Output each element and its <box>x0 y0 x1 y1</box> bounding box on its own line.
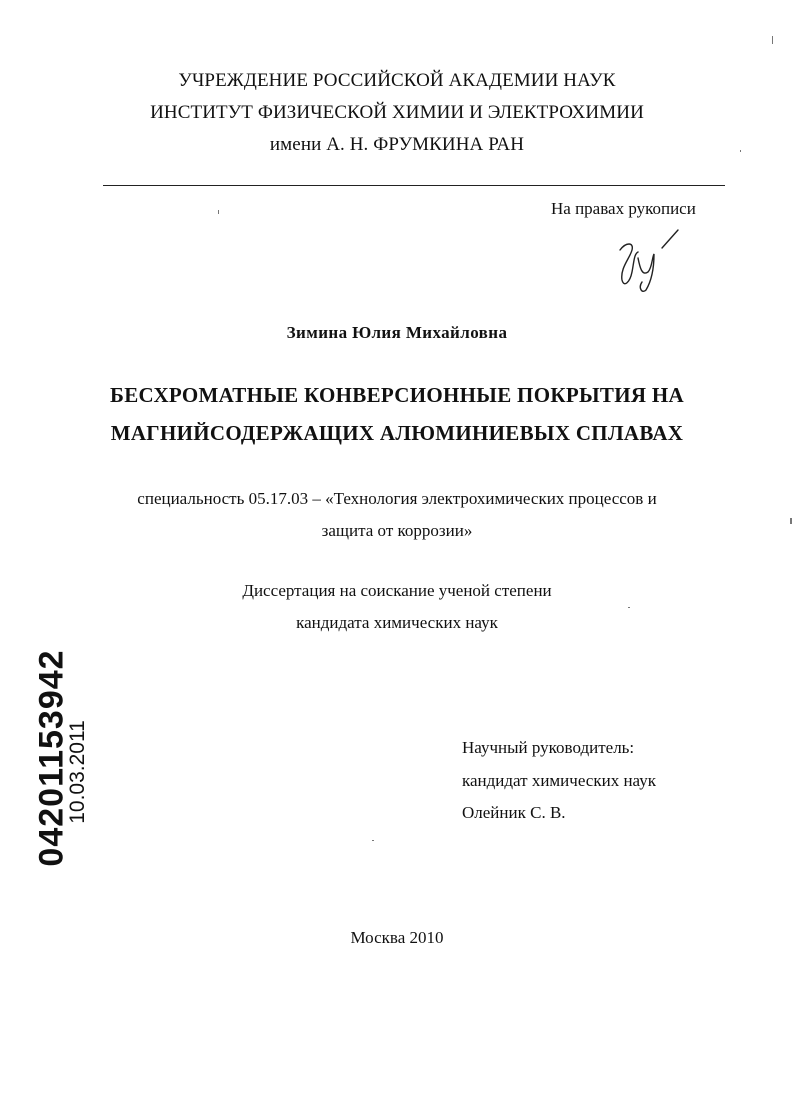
specialty-line-2: защита от коррозии» <box>321 521 473 540</box>
advisor-name: Олейник С. В. <box>462 803 566 822</box>
dissertation-line-2: кандидата химических наук <box>296 613 498 632</box>
institution-line-1: УЧРЕЖДЕНИЕ РОССИЙСКОЙ АКАДЕМИИ НАУК <box>178 70 616 91</box>
dissertation-line-1: Диссертация на соискание ученой степени <box>242 581 552 600</box>
handwritten-signature <box>612 228 684 294</box>
title-line-2: МАГНИЙСОДЕРЖАЩИХ АЛЮМИНИЕВЫХ СПЛАВАХ <box>110 421 684 445</box>
scan-speck <box>628 607 630 608</box>
title-line-1: БЕСХРОМАТНЫЕ КОНВЕРСИОННЫЕ ПОКРЫТИЯ НА <box>110 383 684 407</box>
specialty-line-1: специальность 05.17.03 – «Технология электрохимических процессов и <box>137 489 657 508</box>
scan-speck <box>772 36 773 44</box>
scan-speck <box>218 210 219 214</box>
advisor-degree: кандидат химических наук <box>462 771 656 790</box>
scan-speck <box>740 150 741 152</box>
institution-line-2: ИНСТИТУТ ФИЗИЧЕСКОЙ ХИМИИ И ЭЛЕКТРОХИМИИ <box>150 102 644 123</box>
library-stamp-number: 04201153942 <box>32 649 71 867</box>
scan-speck <box>790 518 792 524</box>
manuscript-note: На правах рукописи <box>551 199 696 218</box>
city-year: Москва 2010 <box>350 928 444 947</box>
header-divider <box>103 185 725 186</box>
advisor-label: Научный руководитель: <box>462 738 635 757</box>
institution-line-3: имени А. Н. ФРУМКИНА РАН <box>269 134 525 155</box>
library-stamp-date: 10.03.2011 <box>66 720 89 824</box>
scan-speck <box>372 840 374 841</box>
author-name: Зимина Юлия Михайловна <box>286 323 508 342</box>
